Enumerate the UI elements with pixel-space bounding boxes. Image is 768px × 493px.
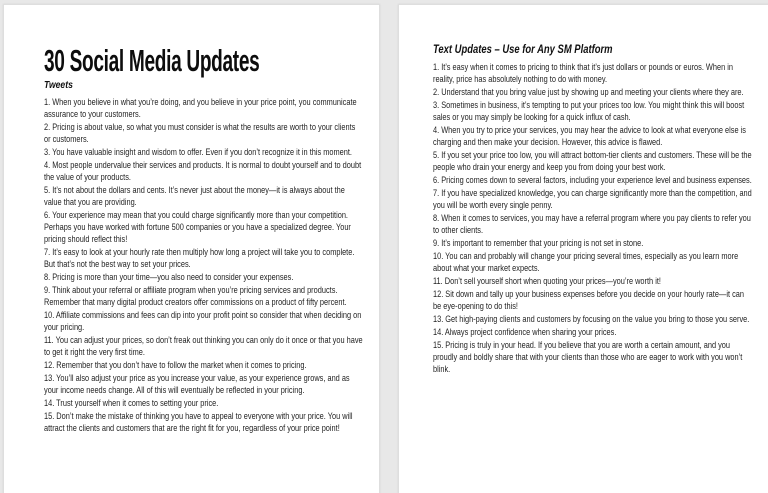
text-update-item: 11. Don’t sell yourself short when quoting your prices—you’re worth it! bbox=[433, 276, 661, 286]
document-page-left bbox=[3, 4, 380, 493]
tweet-item: 6. Your experience may mean that you could charge significantly more than your competition. Perhaps you have worked with fortune 500 companies or you have a specialized degree. Your pricing should reflect this! bbox=[44, 210, 351, 244]
section-heading-tweets: Tweets bbox=[44, 79, 73, 91]
tweet-item: 3. You have valuable insight and wisdom to offer. Even if you don’t recognize it in this moment. bbox=[44, 147, 352, 157]
text-update-item: 15. Pricing is truly in your head. If you believe that you are worth a certain amount, and you proudly and boldly share that with your clients than those who are eager to work with you won’t blink. bbox=[433, 340, 743, 374]
text-update-item: 9. It’s important to remember that your pricing is not set in stone. bbox=[433, 238, 644, 248]
tweet-item: 10. Affiliate commissions and fees can dip into your profit point so consider that when deciding on your pricing. bbox=[44, 310, 362, 332]
text-update-item: 8. When it comes to services, you may have a referral program where you pay clients to refer you to other clients. bbox=[433, 213, 751, 235]
tweet-item: 11. You can adjust your prices, so don’t freak out thinking you can only do it once or that you have to get it right the very first time. bbox=[44, 335, 363, 357]
text-update-item: 10. You can and probably will change your pricing several times, especially as you learn more about what your market expects. bbox=[433, 251, 739, 273]
tweet-item: 14. Trust yourself when it comes to setting your price. bbox=[44, 398, 219, 408]
text-updates-list bbox=[433, 61, 753, 375]
tweet-item: 4. Most people undervalue their services and products. It is normal to doubt yourself and to doubt the value of your products. bbox=[44, 160, 362, 182]
tweet-item: 9. Think about your referral or affiliate program when you’re pricing services and products. Remember that many digital product creators offer commissions on a product of fifty percent. bbox=[44, 285, 347, 307]
text-update-item: 5. If you set your price too low, you will attract bottom-tier clients and customers. These will be the people who drain your energy and keep you from doing your best work. bbox=[433, 150, 752, 172]
title-row bbox=[44, 45, 364, 79]
tweet-item: 13. You’ll also adjust your price as you increase your value, as your experience grows, and as your income needs change. All of this will eventually be reflected in your pricing. bbox=[44, 373, 350, 395]
text-update-item: 2. Understand that you bring value just by showing up and meeting your clients where they are. bbox=[433, 87, 744, 97]
tweet-item: 12. Remember that you don’t have to follow the market when it comes to pricing. bbox=[44, 360, 307, 370]
text-update-item: 7. If you have specialized knowledge, you can charge significantly more than the competition, and you will be worth every single penny. bbox=[433, 188, 752, 210]
text-update-item: 13. Get high-paying clients and customers by focusing on the value you bring to those you serve. bbox=[433, 314, 750, 324]
text-update-item: 12. Sit down and tally up your business expenses before you decide on your hourly rate—it can be eye-opening to do this! bbox=[433, 289, 744, 311]
text-update-item: 4. When you try to price your services, you may hear the advice to look at what everyone else is charging and then make your decision. However, this advice is flawed. bbox=[433, 125, 746, 147]
text-update-item: 6. Pricing comes down to several factors, including your experience level and business expenses. bbox=[433, 175, 752, 185]
tweet-item: 1. When you believe in what you’re doing, and you believe in your price point, you communicate assurance to your customers. bbox=[44, 97, 357, 119]
tweet-item: 7. It’s easy to look at your hourly rate then multiply how long a project will take you to complete. But that’s not the best way to set your prices. bbox=[44, 247, 355, 269]
document-page-right bbox=[398, 4, 768, 493]
text-update-item: 1. It’s easy when it comes to pricing to think that it’s just dollars or pounds or euros. When in reality, price has absolutely nothing to do with money. bbox=[433, 62, 734, 84]
document-title: 30 Social Media Updates bbox=[44, 43, 260, 78]
tweet-item: 8. Pricing is more than your time—you also need to consider your expenses. bbox=[44, 272, 294, 282]
page-left-content bbox=[44, 45, 364, 434]
tweet-item: 2. Pricing is about value, so what you must consider is what the results are worth to your clients or customers. bbox=[44, 122, 356, 144]
tweets-list bbox=[44, 96, 364, 434]
page-right-content bbox=[433, 43, 753, 375]
text-update-item: 14. Always project confidence when sharing your prices. bbox=[433, 327, 617, 337]
tweet-item: 5. It’s not about the dollars and cents. It’s never just about the money—it is always about the value that you are providing. bbox=[44, 185, 345, 207]
tweet-item: 15. Don’t make the mistake of thinking you have to appeal to everyone with your price. You will attract the clients and customers that are the right fit for you, regardless of your price point! bbox=[44, 411, 353, 433]
section-heading-text-updates: Text Updates – Use for Any SM Platform bbox=[433, 44, 613, 56]
text-update-item: 3. Sometimes in business, it’s tempting to put your prices too low. You might think this will boost sales or you may simply be looking for a quick influx of cash. bbox=[433, 100, 745, 122]
